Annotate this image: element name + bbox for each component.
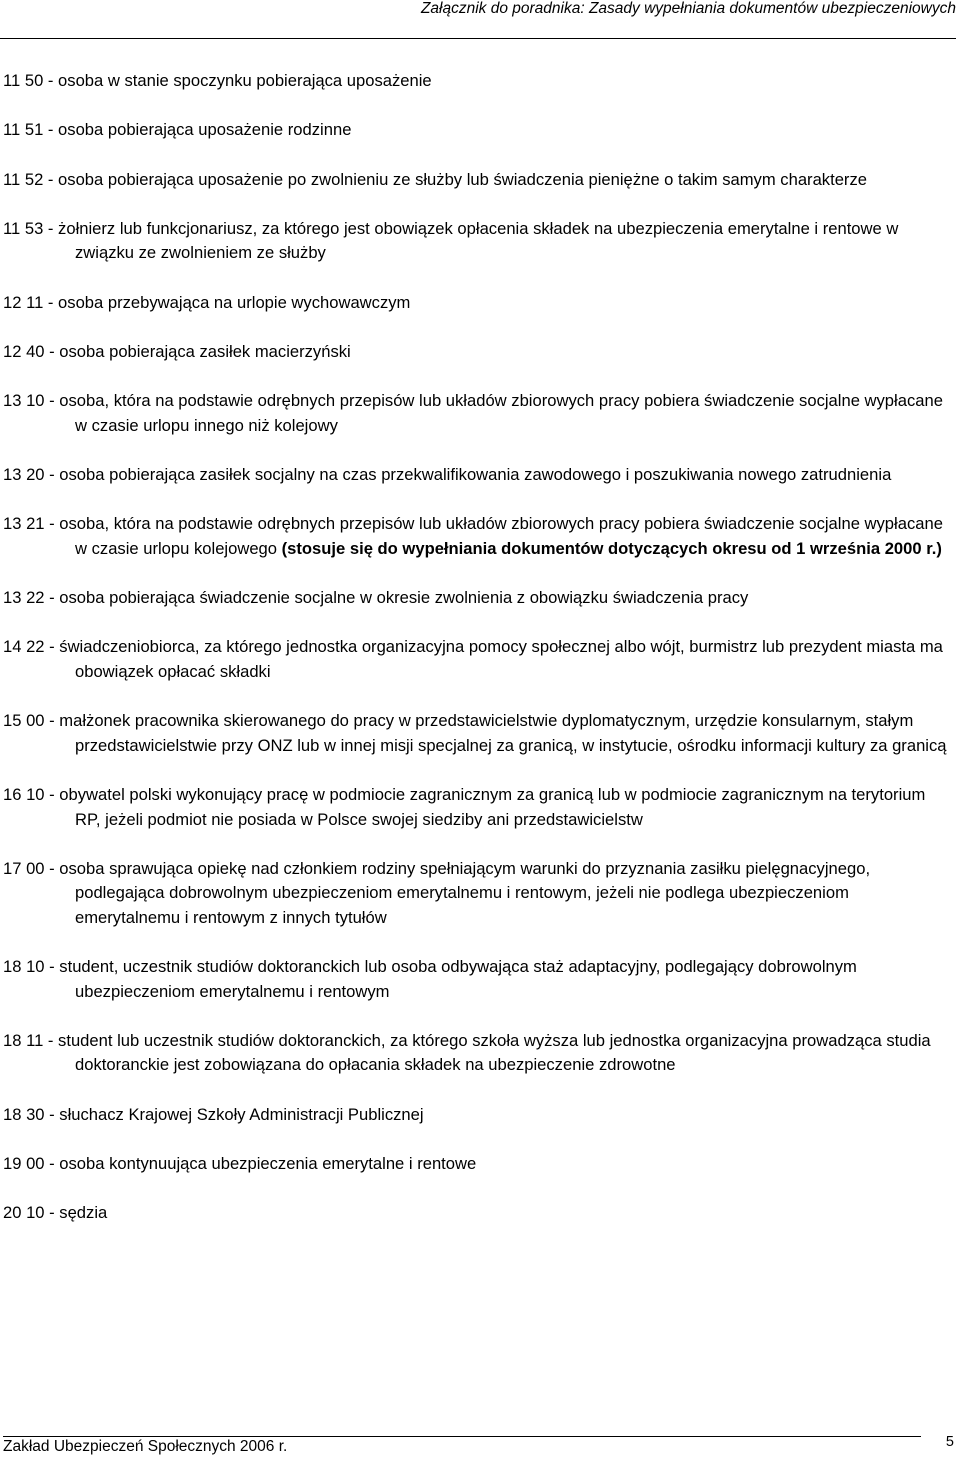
page-footer xyxy=(3,1436,921,1455)
entry-separator: - xyxy=(43,71,59,90)
entry-text: małżonek pracownika skierowanego do pracy w przedstawicielstwie dyplomatycznym, urzędzie konsularnym, stałym przedstawicielstwie przy ONZ lub w innej misji specjalnej za granicą, w instytucie, ośrodku informacji kultury za granicą xyxy=(59,711,947,755)
entry-text: osoba w stanie spoczynku pobierająca uposażenie xyxy=(58,71,432,90)
footer-text: Zakład Ubezpieczeń Społecznych 2006 r. xyxy=(3,1438,288,1455)
entry-text: osoba pobierająca zasiłek macierzyński xyxy=(59,341,351,361)
entry-code: 11 51 xyxy=(3,120,44,140)
entry-text: osoba pobierająca uposażenie rodzinne xyxy=(58,120,352,140)
entry-bold-note: (stosuje się do wypełniania dokumentów dotyczących okresu od 1 września 2000 r.) xyxy=(281,538,942,558)
entry-separator: - xyxy=(43,1030,59,1050)
list-item xyxy=(3,783,948,832)
entry-code: 12 11 xyxy=(3,292,44,312)
list-item xyxy=(3,635,948,684)
entry-separator: - xyxy=(44,711,60,731)
list-item xyxy=(3,168,948,193)
entry-code: 15 00 xyxy=(3,711,45,731)
entry-separator: - xyxy=(43,169,59,189)
entry-code: 11 52 xyxy=(3,169,44,189)
entry-text: świadczeniobiorca, za którego jednostka organizacyjna pomocy społecznej albo wójt, burmistrz lub prezydent miasta ma obowiązek opłacać składki xyxy=(59,637,943,681)
entry-text: student lub uczestnik studiów doktoranckich, za którego szkoła wyższa lub jednostka organizacyjna prowadząca studia doktoranckie jest zobowiązana do opłacania składek na ubezpieczenie zdrowotne xyxy=(58,1030,931,1075)
entry-text: słuchacz Krajowej Szkoły Administracji Publicznej xyxy=(59,1104,424,1124)
entry-code: 18 11 xyxy=(3,1030,44,1050)
entry-code: 13 21 xyxy=(3,514,45,534)
entry-separator: - xyxy=(44,1203,60,1223)
entry-separator: - xyxy=(44,588,60,608)
entry-text: osoba kontynuująca ubezpieczenia emerytalne i rentowe xyxy=(59,1154,477,1174)
header-title: Załącznik do poradnika: Zasady wypełniania dokumentów ubezpieczeniowych xyxy=(420,0,956,17)
entry-text: student, uczestnik studiów doktoranckich lub osoba odbywająca staż adaptacyjny, podlegający dobrowolnym ubezpieczeniom emerytalnemu i rentowym xyxy=(59,957,857,1001)
entry-code: 19 00 xyxy=(3,1154,45,1174)
entry-code: 12 40 xyxy=(3,341,45,361)
entry-code: 14 22 xyxy=(3,637,45,657)
entry-code: 13 22 xyxy=(3,588,45,608)
entry-text: osoba pobierająca uposażenie po zwolnieniu ze służby lub świadczenia pieniężne o takim samym charakterze xyxy=(58,169,867,189)
entry-code: 17 00 xyxy=(3,858,45,878)
entry-separator: - xyxy=(44,1154,60,1174)
entry-code: 18 10 xyxy=(3,957,45,977)
entry-text: osoba przebywająca na urlopie wychowawczym xyxy=(58,292,411,312)
entry-separator: - xyxy=(44,341,60,361)
entry-code: 11 53 xyxy=(3,218,44,238)
list-item xyxy=(3,1103,948,1128)
entry-separator: - xyxy=(44,465,60,485)
entry-separator: - xyxy=(44,637,60,657)
list-item xyxy=(3,463,948,488)
entry-separator: - xyxy=(44,391,60,411)
entry-text: osoba pobierająca zasiłek socjalny na czas przekwalifikowania zawodowego i poszukiwania nowego zatrudnienia xyxy=(59,465,892,485)
entry-code: 13 10 xyxy=(3,391,45,411)
entry-separator: - xyxy=(44,514,60,534)
entry-code: 18 30 xyxy=(3,1104,45,1124)
list-item xyxy=(3,340,948,365)
list-item xyxy=(3,217,948,266)
entry-code: 20 10 xyxy=(3,1203,45,1223)
list-item xyxy=(3,1152,948,1177)
list-item xyxy=(3,118,948,143)
list-item xyxy=(3,512,948,561)
entry-text: osoba pobierająca świadczenie socjalne w okresie zwolnienia z obowiązku świadczenia pracy xyxy=(59,588,749,608)
entry-text: żołnierz lub funkcjonariusz, za którego jest obowiązek opłacenia składek na ubezpieczenia emerytalne i rentowe w związku ze zwolnieniem ze służby xyxy=(58,218,899,263)
page-header xyxy=(0,0,956,39)
entry-separator: - xyxy=(44,957,60,977)
entry-code: 13 20 xyxy=(3,465,45,485)
list-item xyxy=(3,586,948,611)
entry-separator: - xyxy=(43,120,59,140)
entry-separator: - xyxy=(43,218,59,238)
entry-separator: - xyxy=(43,292,59,312)
list-item xyxy=(3,857,948,931)
entry-text: obywatel polski wykonujący pracę w podmiocie zagranicznym za granicą lub w podmiocie zagranicznym na terytorium RP, jeżeli podmiot nie posiada w Polsce swojej siedziby ani przedstawicielstw xyxy=(59,785,926,829)
list-item xyxy=(3,69,948,94)
list-item xyxy=(3,955,948,1004)
list-item xyxy=(3,389,948,438)
entry-separator: - xyxy=(44,1104,60,1124)
entry-code: 16 10 xyxy=(3,785,45,805)
entry-separator: - xyxy=(44,858,60,878)
entry-text: osoba, która na podstawie odrębnych przepisów lub układów zbiorowych pracy pobiera świadczenie socjalne wypłacane w czasie urlopu kolejowego xyxy=(59,514,943,558)
page-number: 5 xyxy=(945,1434,954,1450)
list-item xyxy=(3,291,948,316)
list-item xyxy=(3,1201,948,1226)
list-item xyxy=(3,1029,948,1078)
entry-text: osoba, która na podstawie odrębnych przepisów lub układów zbiorowych pracy pobiera świadczenie socjalne wypłacane w czasie urlopu innego niż kolejowy xyxy=(59,391,943,435)
entry-text: sędzia xyxy=(59,1203,108,1223)
entry-text: osoba sprawująca opiekę nad członkiem rodziny spełniającym warunki do przyznania zasiłku pielęgnacyjnego, podlegająca dobrowolnym ubezpieczeniom emerytalnemu i rentowym, jeżeli nie podlega ubezpieczeniom emerytalnemu i rentowym z innych tytułów xyxy=(59,858,871,927)
list-item xyxy=(3,709,948,758)
entry-code: 11 50 xyxy=(3,71,44,90)
code-list xyxy=(3,69,948,1251)
entry-separator: - xyxy=(44,785,60,805)
